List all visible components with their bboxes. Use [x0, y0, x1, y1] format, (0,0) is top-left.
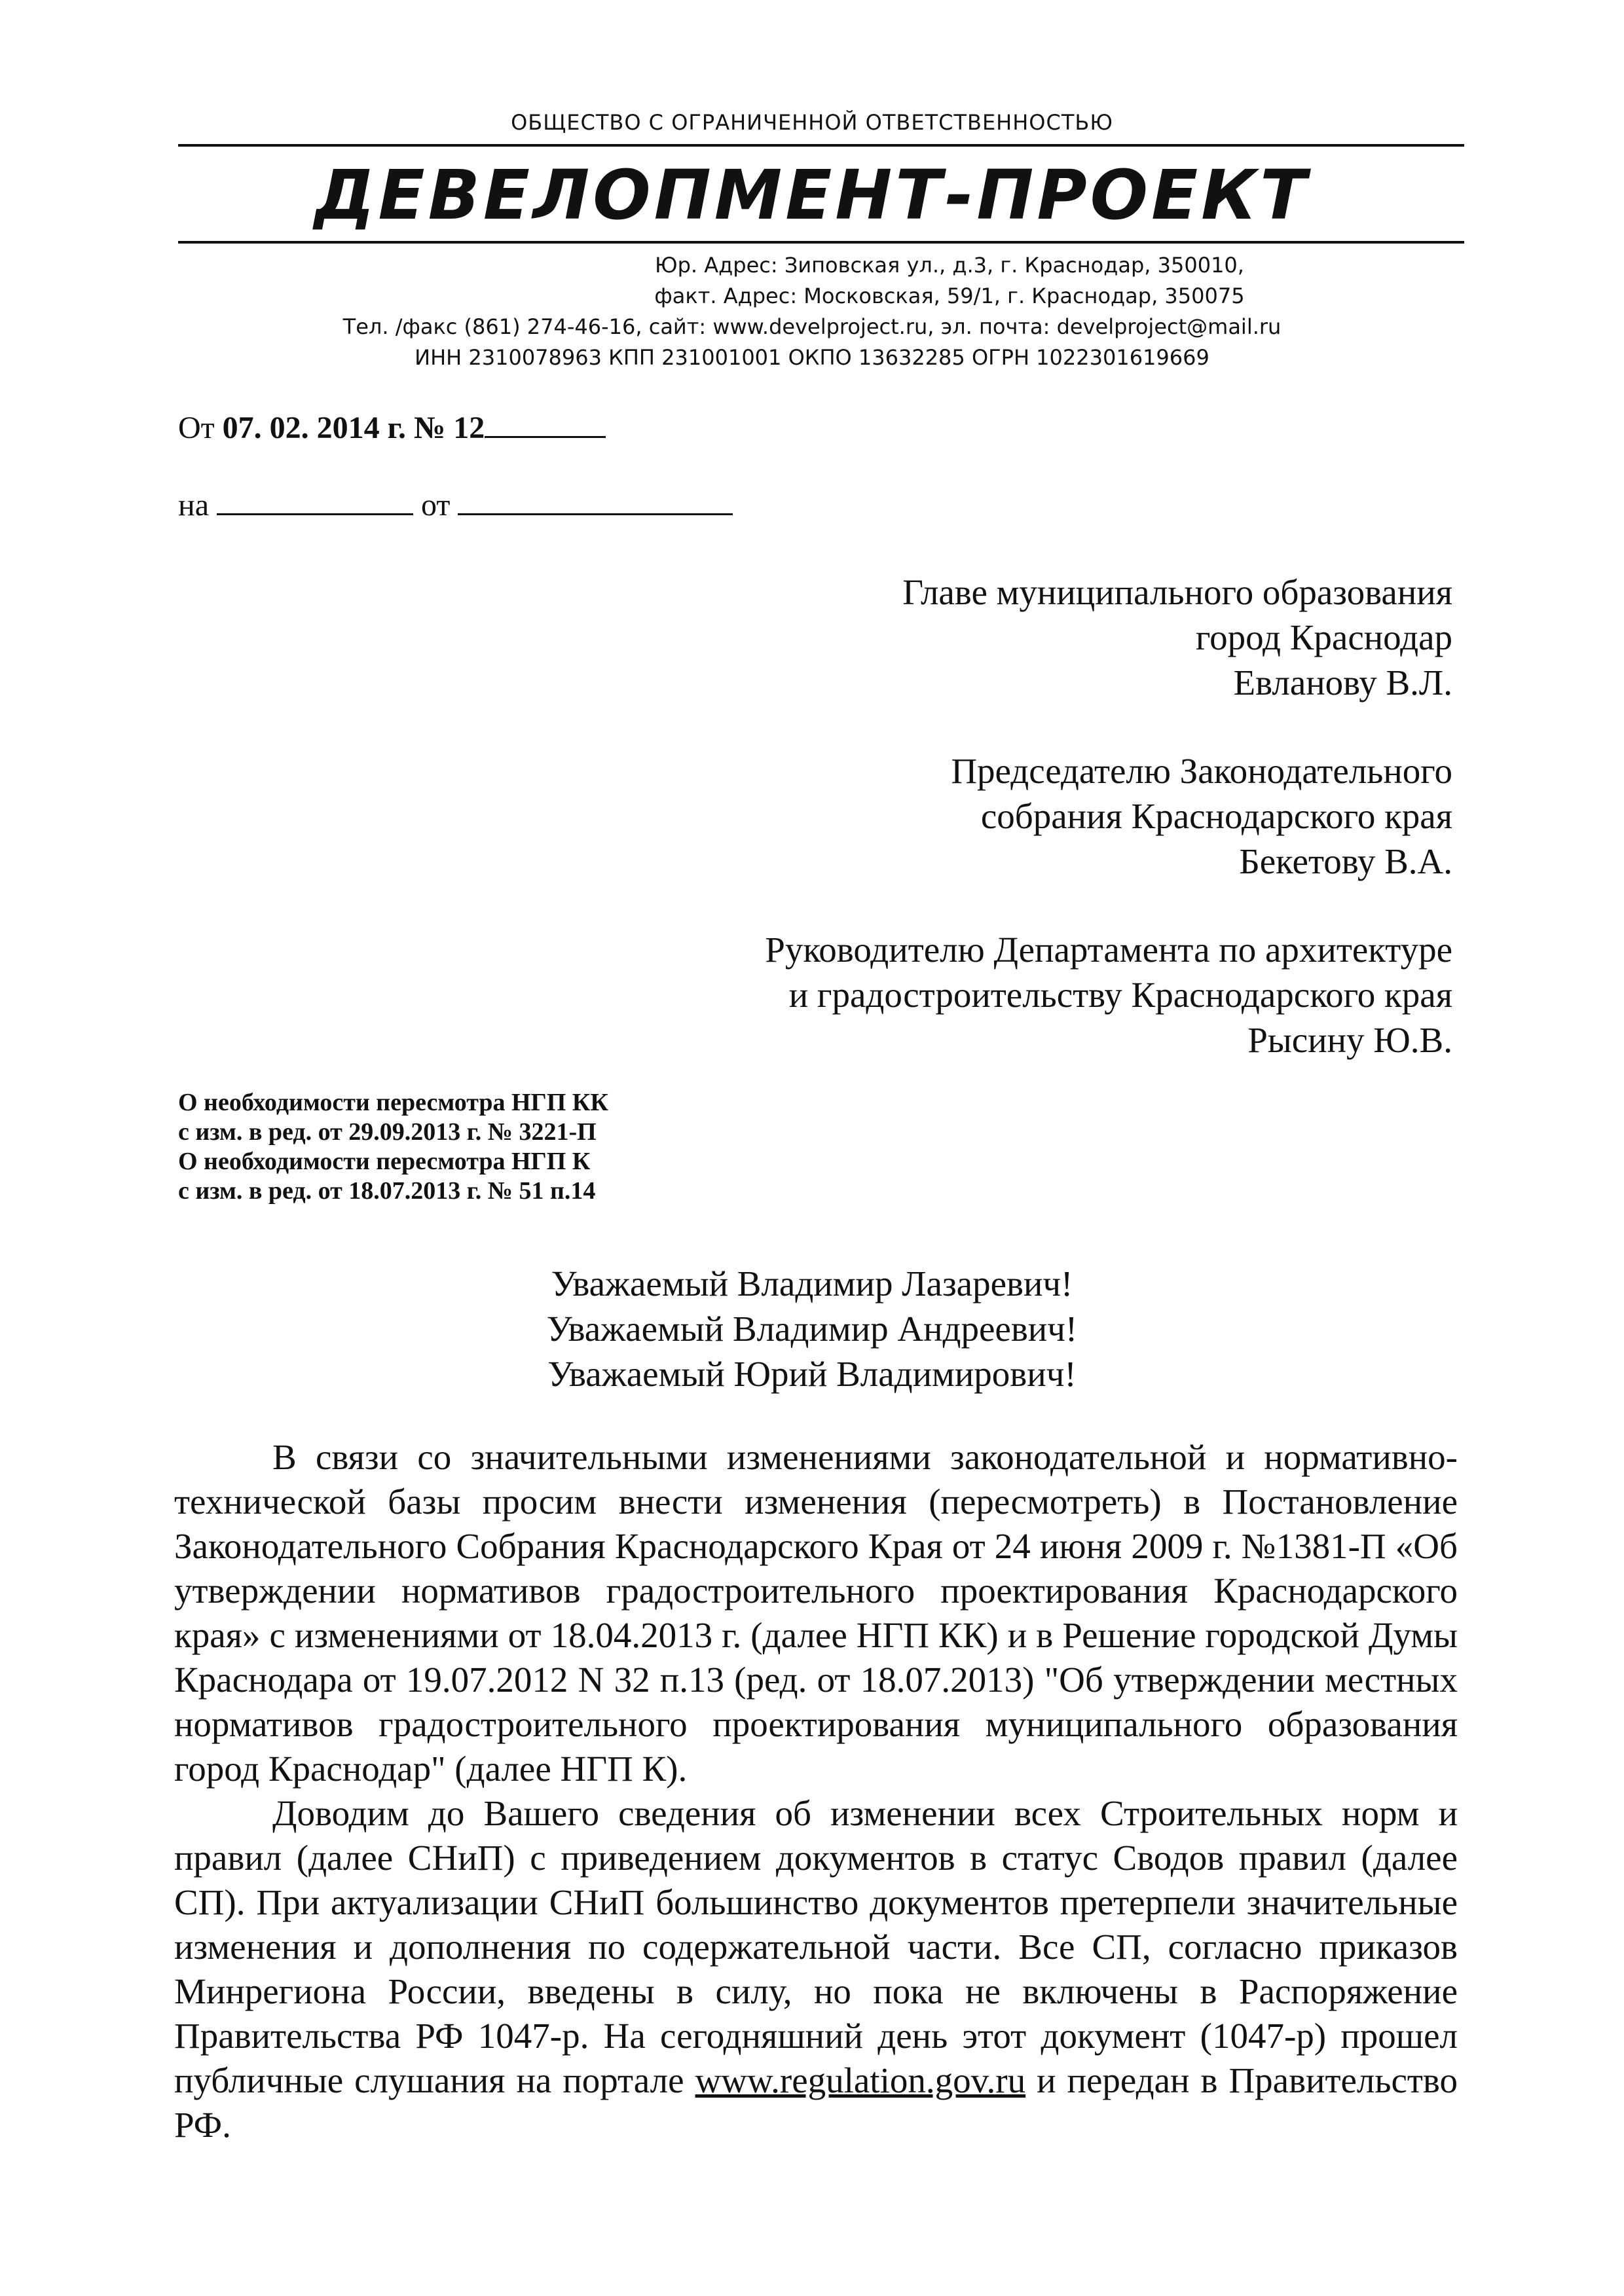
- addressee-line: и градостроительству Краснодарского края: [788, 975, 1452, 1015]
- actual-address: факт. Адрес: Московская, 59/1, г. Краснодар, 350075: [654, 283, 1245, 308]
- greeting-line: Уважаемый Владимир Андреевич!: [546, 1309, 1078, 1349]
- addressee-line: Рысину Ю.В.: [1247, 1020, 1452, 1060]
- addressee-line: Главе муниципального образования: [902, 572, 1452, 612]
- addressee: [765, 927, 1452, 1063]
- outgoing-number: [178, 407, 606, 446]
- body-paragraph-text: Доводим до Вашего сведения об изменении всех Строительных норм и правил (далее СНиП) с приведением документов в статус Сводов правил (далее СП). При актуализации СНиП большинство документов претерпели значительные изменения и дополнения по содержательной части. Все СП, согласно приказов Минрегиона России, введены в силу, но пока не включены в Распоряжение Правительства РФ 1047-р. На сегодняшний день этот документ (1047-р) прошел публичные слушания на портале: [174, 1793, 1458, 2100]
- letterhead-top-rule: [178, 144, 1464, 147]
- greeting-block: [0, 1261, 1624, 1396]
- reply-from-label: от: [421, 488, 451, 522]
- addressee-line: собрания Краснодарского края: [980, 796, 1452, 836]
- addressee-line: Бекетову В.А.: [1239, 841, 1452, 881]
- contact-info: Тел. /факс (861) 274-46-16, сайт: www.develproject.ru, эл. почта: develproject@mail.ru: [342, 314, 1282, 339]
- reply-on-blank: [217, 484, 413, 515]
- company-type: ОБЩЕСТВО С ОГРАНИЧЕННОЙ ОТВЕТСТВЕННОСТЬЮ: [511, 110, 1113, 135]
- company-name: ДЕВЕЛОПМЕНТ-ПРОЕКТ: [314, 155, 1310, 235]
- addressee-line: Евланову В.Л.: [1233, 663, 1452, 702]
- addressee-line: Председателю Законодательного: [951, 751, 1452, 791]
- greeting-line: Уважаемый Владимир Лазаревич!: [551, 1264, 1073, 1303]
- body-paragraph: В связи со значительными изменениями законодательной и нормативно-технической базы просим внести изменения (пересмотреть) в Постановление Законодательного Собрания Краснодарского Края от 24 июня 2009 г. №1381-П «Об утверждении нормативов градостроительного проектирования Краснодарского края» с изменениями от 18.04.2013 г. (далее НГП КК) и в Решение городской Думы Краснодара от 19.07.2012 N 32 п.13 (ред. от 18.07.2013) "Об утверждении местных нормативов градостроительного проектирования муниципального образования город Краснодар" (далее НГП К).: [174, 1437, 1458, 1789]
- body-paragraph-end: и передан в Правительство РФ.: [174, 2060, 1458, 2145]
- addressee: [765, 570, 1452, 705]
- regulation-link[interactable]: www.regulation.gov.ru: [695, 2060, 1026, 2100]
- reply-reference: [178, 484, 733, 523]
- reply-on-label: на: [178, 488, 209, 522]
- outgoing-prefix: От: [178, 410, 215, 445]
- letter-body: [174, 1435, 1458, 2147]
- subject-block: [178, 1088, 608, 1206]
- subject-line: с изм. в ред. от 29.09.2013 г. № 3221-П: [178, 1118, 597, 1146]
- subject-line: О необходимости пересмотра НГП КК: [178, 1089, 608, 1116]
- registration-codes: ИНН 2310078963 КПП 231001001 ОКПО 13632285 ОГРН 1022301619669: [415, 345, 1209, 370]
- outgoing-date-number: 07. 02. 2014 г. № 12: [222, 410, 485, 445]
- company-contacts: [0, 250, 1624, 373]
- subject-line: с изм. в ред. от 18.07.2013 г. № 51 п.14: [178, 1177, 596, 1205]
- addressee-block: [765, 570, 1452, 1106]
- addressee-line: город Краснодар: [1195, 617, 1452, 657]
- letterhead-bottom-rule: [178, 241, 1464, 244]
- legal-address: Юр. Адрес: Зиповская ул., д.3, г. Краснодар, 350010,: [655, 253, 1244, 278]
- reply-from-blank: [458, 484, 733, 515]
- outgoing-number-blank: [485, 407, 606, 438]
- subject-line: О необходимости пересмотра НГП К: [178, 1148, 591, 1175]
- addressee-line: Руководителю Департамента по архитектуре: [765, 930, 1452, 970]
- greeting-line: Уважаемый Юрий Владимирович!: [547, 1354, 1077, 1394]
- body-paragraph: [174, 1791, 1458, 2147]
- addressee: [765, 748, 1452, 884]
